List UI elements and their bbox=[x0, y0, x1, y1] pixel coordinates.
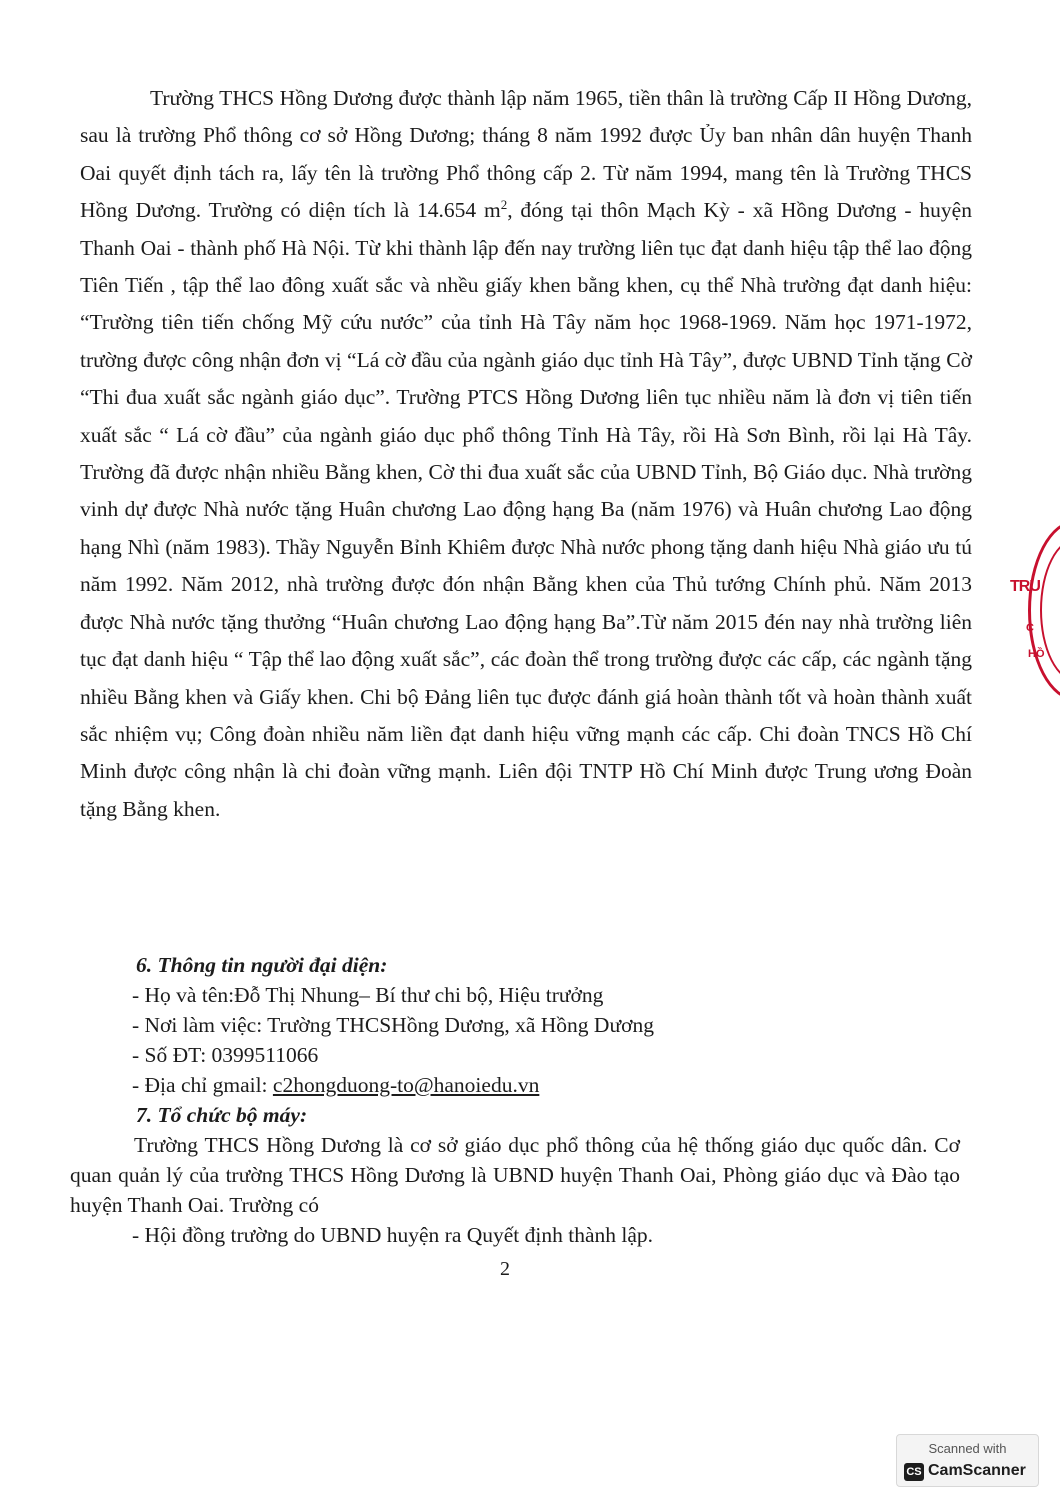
watermark-caption: Scanned with bbox=[928, 1441, 1007, 1456]
red-seal-stamp bbox=[1006, 520, 1056, 695]
email-label: - Địa chỉ gmail: bbox=[132, 1073, 273, 1097]
history-text-part2: , đóng tại thôn Mạch Kỳ - xã Hồng Dương - huyện Thanh Oai - thành phố Hà Nội. Từ khi thành lập đến nay trường liên tục đạt danh hiệu tập thể lao động Tiên Tiến , tập thể lao đông xuất sắc và nhều giấy khen bằng khen, cụ thể Nhà trường đạt danh hiệu: “Trường tiên tiến chống Mỹ cứu nước” của tỉnh Hà Tây năm học 1968-1969. Năm học 1971-1972, trường được công nhận đơn vị “Lá cờ đầu của ngành giáo dục tỉnh Hà Tây”, được UBND Tỉnh tặng Cờ “Thi đua xuất sắc ngành giáo dục”. Trường PTCS Hồng Dương liên tục nhiều năm là đơn vị tiên tiến xuất sắc “ Lá cờ đầu” của ngành giáo dục phổ thông Tỉnh Hà Tây, rồi Hà Sơn Bình, rồi lại Hà Tây. Trường đã được nhận nhiều Bằng khen, Cờ thi đua xuất sắc của UBND Tỉnh, Bộ Giáo dục. Nhà trường vinh dự được Nhà nước tặng Huân chương Lao động hạng Ba (năm 1976) và Huân chương Lao động hạng Nhì (năm 1983). Thầy Nguyễn Bỉnh Khiêm được Nhà nước phong tặng danh hiệu Nhà giáo ưu tú năm 1992. Năm 2012, nhà trường được đón nhận Bằng khen của Thủ tướng Chính phủ. Năm 2013 được Nhà nước tặng thưởng “Huân chương Lao động hạng Ba”.Từ năm 2015 đén nay nhà trường liên tục đạt danh hiệu “ Tập thể lao động xuất sắc”, các đoàn thể trong trường được các cấp, các ngành tặng nhiều Bằng khen và Giấy khen. Chi bộ Đảng liên tục được đánh giá hoàn thành tốt và hoàn thành xuất sắc nhiệm vụ; Công đoàn nhiều năm liền đạt danh hiệu vững mạnh các cấp. Chi đoàn TNCS Hồ Chí Minh được công nhận là chi đoàn vững mạnh. Liên đội TNTP Hồ Chí Minh được Trung ương Đoàn tặng Bằng khen. bbox=[80, 198, 972, 821]
school-history-paragraph bbox=[80, 80, 972, 828]
seal-text-3: HỒ bbox=[1028, 648, 1045, 660]
representative-email-line bbox=[70, 1070, 960, 1100]
organization-paragraph: Trường THCS Hồng Dương là cơ sở giáo dục phổ thông của hệ thống giáo dục quốc dân. Cơ quan quản lý của trường THCS Hồng Dương là UBND huyện Thanh Oai, Phòng giáo dục và Đào tạo huyện Thanh Oai. Trường có bbox=[70, 1133, 960, 1217]
representative-heading: 6. Thông tin người đại diện: bbox=[136, 953, 388, 977]
camscanner-watermark bbox=[896, 1434, 1039, 1487]
seal-text-main: TRU bbox=[1010, 578, 1040, 595]
camscanner-logo-icon: CS bbox=[904, 1463, 924, 1481]
seal-text-2: C bbox=[1026, 622, 1034, 634]
page-number: 2 bbox=[500, 1258, 510, 1280]
info-section bbox=[70, 950, 960, 1250]
representative-workplace: - Nơi làm việc: Trường THCSHồng Dương, xã Hồng Dương bbox=[132, 1013, 654, 1037]
representative-phone: - Số ĐT: 0399511066 bbox=[132, 1043, 319, 1067]
history-text-part1: Trường THCS Hồng Dương được thành lập năm 1965, tiền thân là trường Cấp II Hồng Dương, sau là trường Phổ thông cơ sở Hồng Dương; tháng 8 năm 1992 được Ủy ban nhân dân huyện Thanh Oai quyết định tách ra, lấy tên là trường Phổ thông cấp 2. Từ năm 1994, mang tên là Trường THCS Hồng Dương. Trường có diện tích là 14.654 m bbox=[80, 86, 972, 223]
organization-item-1: - Hội đồng trường do UBND huyện ra Quyết định thành lập. bbox=[132, 1223, 654, 1247]
organization-heading: 7. Tổ chức bộ máy: bbox=[136, 1103, 308, 1127]
watermark-brand: CamScanner bbox=[928, 1462, 1026, 1479]
area-unit-superscript: 2 bbox=[500, 197, 508, 213]
representative-name: - Họ và tên:Đỗ Thị Nhung– Bí thư chi bộ, Hiệu trưởng bbox=[132, 983, 604, 1007]
email-link[interactable]: c2hongduong-to@hanoiedu.vn bbox=[272, 1073, 540, 1097]
